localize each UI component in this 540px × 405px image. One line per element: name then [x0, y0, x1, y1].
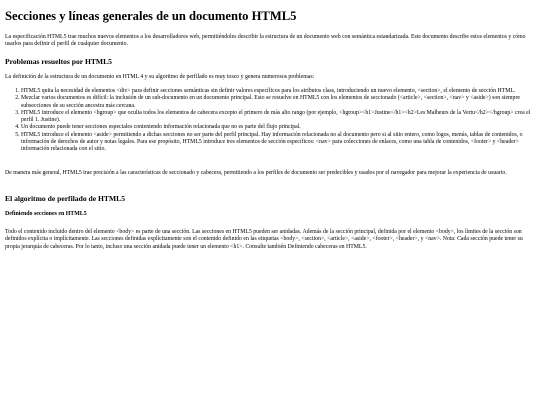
section-heading-problems: Problemas resueltos por HTML5: [5, 57, 112, 66]
list-item: 1. HTML5 quita la necesidad de elementos <div> para definir secciones semánticas sin definir valores específicos para los atributos class, introduciendo un nuevo elemento, <section>, el elemento de sección HTML.: [21, 88, 533, 95]
problems-paragraph: La definición de la estructura de un documento en HTML 4 y su algoritmo de perfilado es muy tosco y genera numerosos problemas:: [5, 74, 315, 80]
list-item: 3. HTML5 introduce el elemento <hgroup> que oculta todos los elementos de cabecera excepto el primero de más alto rango (por ejemplo, <hgroup><h1>Justine</h1><h2>Les Malheurs de la Vertu</h2></hgroup> crea el perfil 1. Justine).: [21, 110, 533, 125]
sections-paragraph: Todo el contenido incluido dentro del elemento <body> es parte de una sección. Las secciones en HTML5 pueden ser anidadas. Además de la sección principal, definida por el elemento <body>, los límites de la sección son definidos explícita o implícitamente. Las secciones definidas explícitamente son el contenido definido en las etiquetas <body>, <section>, <article>, <aside>, <footer>, <header>, y <nav>. Nota: Cada sección puede tener su propia jerarquía de cabeceras. Por lo tanto, incluso una sección anidada puede tener un elemento <h1>. Consulte también Definiendo cabeceras en HTML5.: [5, 229, 523, 250]
list-item: 4. Un documento puede tener secciones especiales conteniendo información relacionada que no es parte del flujo principal.: [21, 124, 533, 131]
section-heading-algorithm: El algoritmo de perfilado de HTML5: [5, 194, 126, 203]
intro-paragraph: La especificación HTML5 trae muchos nuevos elementos a los desarrolladores web, permitiéndoles describir la estructura de un documento web con semántica estandarizada. Este documento describe estos elementos y cómo usarlos para definir el perfil de cualquier documento.: [5, 34, 526, 48]
problems-list: [5, 88, 533, 154]
list-item: 2. Mezclar varios documentos es difícil: la inclusión de un sub-documento en un documento principal. Esto se resuelve en HTML5 con los elementos de seccionado (<article>, <section>, <nav> y <aside>) son siempre subsecciones de su sección ancestra más cercana.: [21, 95, 533, 110]
closing-paragraph: De manera más general, HTML5 trae precisión a las características de seccionado y cabecera, permitiendo a los perfiles de documento ser predecibles y usados por el navegador para mejorar la experiencia de usuario.: [5, 170, 507, 176]
subsection-heading-defining-sections: Definiendo secciones en HTML5: [5, 211, 87, 217]
list-item: 5. HTML5 introduce el elemento <aside> permitiendo a dichas secciones no ser parte del perfil principal. Hay información relacionada no al documento pero si al sitio entero, como logos, menús, tablas de contenidos, o información de derechos de autor y notas legales. Para ese propósito, HTML5 introduce tres elementos de sección específicos: <nav> para colecciones de enlaces, como una tabla de contenidos, <footer> y <header> información relacionada con el sitio.: [21, 132, 533, 154]
page-title: Secciones y líneas generales de un documento HTML5: [5, 9, 297, 23]
